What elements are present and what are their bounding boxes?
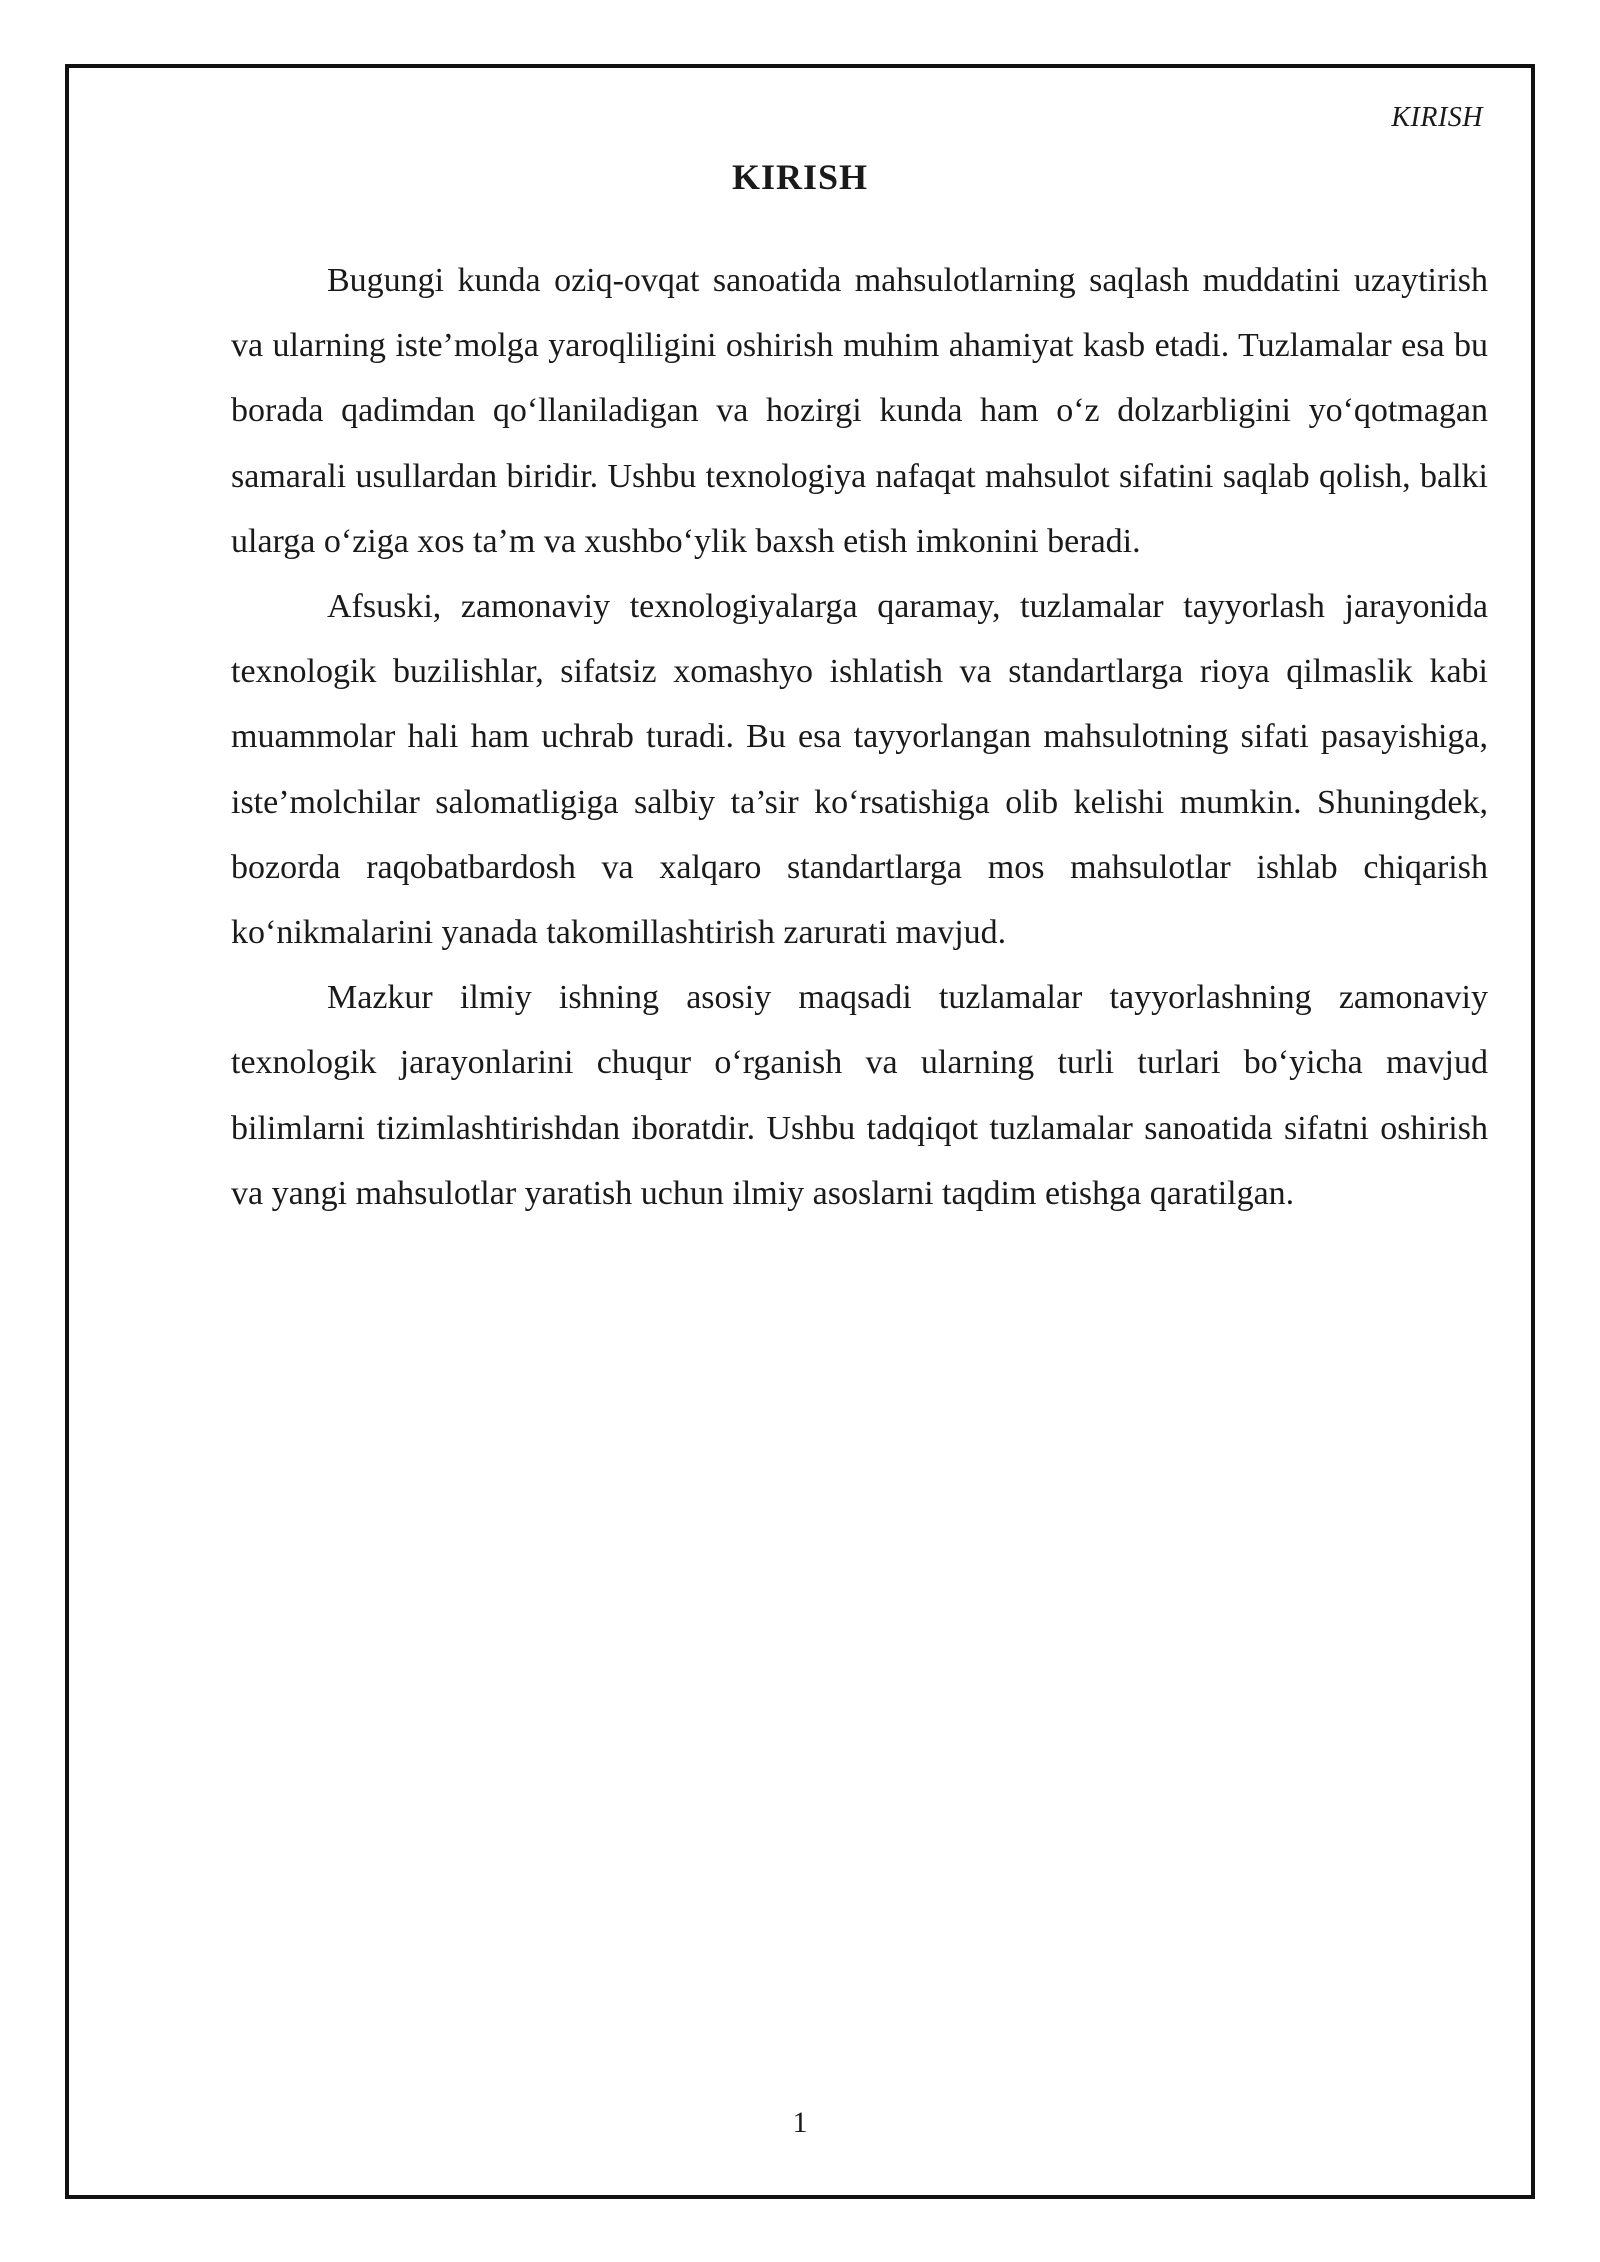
page-border: [65, 64, 1535, 2199]
section-title: KIRISH: [731, 157, 869, 197]
paragraph-3: Mazkur ilmiy ishning asosiy maqsadi tuzlamalar tayyorlashning zamonaviy texnologik jarayonlarini chuqur o‘rganish va ularning turli turlari bo‘yicha mavjud bilimlarni tizimlashtirishdan iboratdir. Ushbu tadqiqot tuzlamalar sanoatida sifatni oshirish va yangi mahsulotlar yaratish uchun ilmiy asoslarni taqdim etishga qaratilgan.: [231, 979, 1488, 1212]
paragraph-1: Bugungi kunda oziq-ovqat sanoatida mahsulotlarning saqlash muddatini uzaytirish va ularning iste’molga yaroqliligini oshirish muhim ahamiyat kasb etadi. Tuzlamalar esa bu borada qadimdan qo‘llaniladigan va hozirgi kunda ham o‘z dolzarbligini yo‘qotmagan samarali usullardan biridir. Ushbu texnologiya nafaqat mahsulot sifatini saqlab qolish, balki ularga o‘ziga xos ta’m va xushbo‘ylik baxsh etish imkonini beradi.: [231, 262, 1488, 560]
running-header: KIRISH: [1391, 102, 1483, 133]
paragraph-2: Afsuski, zamonaviy texnologiyalarga qaramay, tuzlamalar tayyorlash jarayonida texnologik buzilishlar, sifatsiz xomashyo ishlatish va standartlarga rioya qilmaslik kabi muammolar hali ham uchrab turadi. Bu esa tayyorlangan mahsulotning sifati pasayishiga, iste’molchilar salomatligiga salbiy ta’sir ko‘rsatishiga olib kelishi mumkin. Shuningdek, bozorda raqobatbardosh va xalqaro standartlarga mos mahsulotlar ishlab chiqarish ko‘nikmalarini yanada takomillashtirish zarurati mavjud.: [231, 588, 1488, 952]
page-number: 1: [792, 2106, 808, 2139]
document-body: [231, 248, 1488, 1226]
